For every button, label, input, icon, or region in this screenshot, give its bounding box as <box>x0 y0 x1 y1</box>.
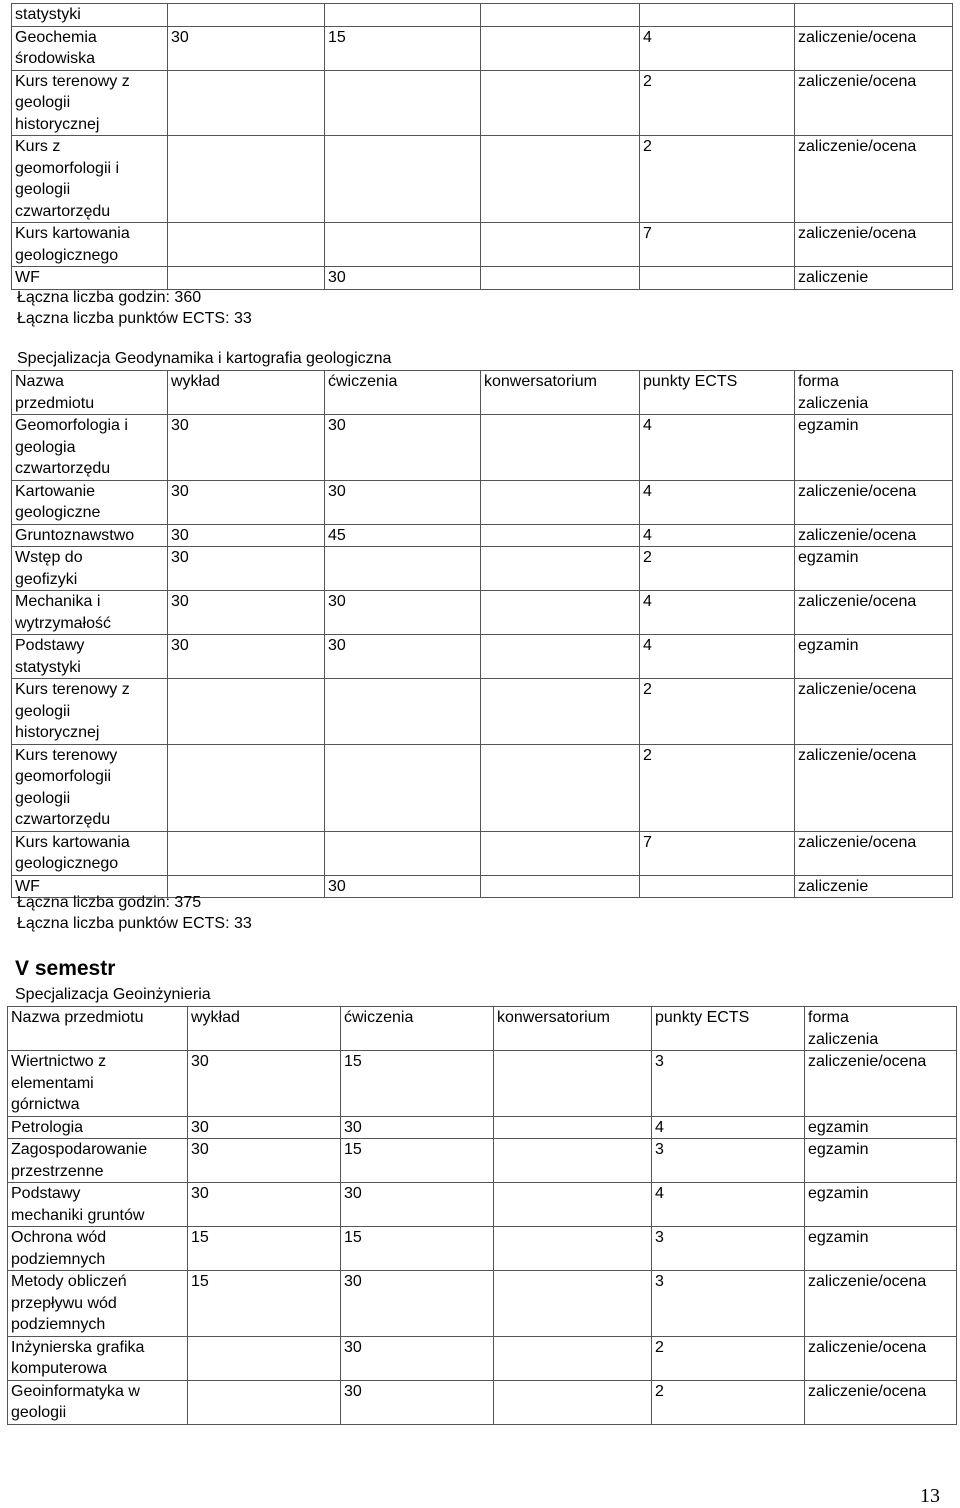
assessment-form-cell: zaliczenie/ocena <box>795 480 953 524</box>
ects-points-cell: 2 <box>640 679 795 745</box>
assessment-form-cell: egzamin <box>795 635 953 679</box>
lecture-hours-cell: 30 <box>188 1183 341 1227</box>
exercises-hours-cell: 30 <box>341 1380 494 1424</box>
course-name-cell: Kurs z geomorfologii i geologii czwartorzędu <box>12 136 168 223</box>
conversatory-hours-cell <box>481 744 640 831</box>
lecture-hours-cell <box>168 267 325 290</box>
conversatory-hours-cell <box>481 875 640 898</box>
column-header: wykład <box>188 1007 341 1051</box>
conversatory-hours-cell <box>481 480 640 524</box>
conversatory-hours-cell <box>494 1336 652 1380</box>
ects-points-cell <box>640 4 795 27</box>
assessment-form-cell: zaliczenie/ocena <box>795 591 953 635</box>
exercises-hours-cell: 30 <box>325 480 481 524</box>
lecture-hours-cell: 30 <box>188 1116 341 1139</box>
conversatory-hours-cell <box>481 547 640 591</box>
table-row <box>12 267 953 290</box>
ects-points-cell <box>640 875 795 898</box>
conversatory-hours-cell <box>481 415 640 481</box>
conversatory-hours-cell <box>494 1116 652 1139</box>
table-row <box>12 547 953 591</box>
exercises-hours-cell <box>325 223 481 267</box>
table-row <box>8 1336 957 1380</box>
lecture-hours-cell <box>168 831 325 875</box>
lecture-hours-cell: 30 <box>168 547 325 591</box>
course-name-cell: Wstęp do geofizyki <box>12 547 168 591</box>
conversatory-hours-cell <box>494 1227 652 1271</box>
assessment-form-cell: zaliczenie/ocena <box>795 524 953 547</box>
ects-points-cell <box>640 267 795 290</box>
page-number: 13 <box>920 1485 940 1507</box>
course-name-cell: Zagospodarowanie przestrzenne <box>8 1139 188 1183</box>
table-row <box>12 679 953 745</box>
lecture-hours-cell <box>168 679 325 745</box>
lecture-hours-cell: 30 <box>168 26 325 70</box>
assessment-form-cell: zaliczenie/ocena <box>795 70 953 136</box>
lecture-hours-cell: 30 <box>168 415 325 481</box>
assessment-form-cell: zaliczenie <box>795 267 953 290</box>
exercises-hours-cell <box>325 136 481 223</box>
table-row <box>12 70 953 136</box>
exercises-hours-cell: 30 <box>325 267 481 290</box>
conversatory-hours-cell <box>481 591 640 635</box>
section-title: Specjalizacja Geodynamika i kartografia geologiczna <box>17 350 392 367</box>
exercises-hours-cell: 30 <box>325 415 481 481</box>
course-name-cell: Kurs kartowania geologicznego <box>12 223 168 267</box>
course-name-cell: Podstawy statystyki <box>12 635 168 679</box>
table-row <box>12 524 953 547</box>
course-name-cell: Kurs terenowy z geologii historycznej <box>12 70 168 136</box>
total-ects: Łączna liczba punktów ECTS: 33 <box>17 915 252 932</box>
column-header: forma zaliczenia <box>795 371 953 415</box>
course-name-cell: WF <box>12 267 168 290</box>
table-geodynamika <box>11 370 953 898</box>
ects-points-cell: 4 <box>640 524 795 547</box>
exercises-hours-cell <box>325 744 481 831</box>
lecture-hours-cell <box>168 4 325 27</box>
assessment-form-cell: egzamin <box>805 1116 957 1139</box>
conversatory-hours-cell <box>494 1183 652 1227</box>
table-row <box>12 4 953 27</box>
column-header: punkty ECTS <box>640 371 795 415</box>
table-row <box>8 1051 957 1117</box>
ects-points-cell: 3 <box>652 1051 805 1117</box>
table-row <box>12 415 953 481</box>
conversatory-hours-cell <box>494 1380 652 1424</box>
column-header: konwersatorium <box>481 371 640 415</box>
table-row <box>8 1183 957 1227</box>
course-name-cell: Podstawy mechaniki gruntów <box>8 1183 188 1227</box>
header-row <box>8 1007 957 1051</box>
lecture-hours-cell: 30 <box>188 1139 341 1183</box>
course-name-cell: Geomorfologia i geologia czwartorzędu <box>12 415 168 481</box>
exercises-hours-cell: 30 <box>341 1271 494 1337</box>
table-geoinzynieria <box>7 1006 957 1425</box>
lecture-hours-cell <box>188 1380 341 1424</box>
assessment-form-cell: zaliczenie/ocena <box>805 1336 957 1380</box>
assessment-form-cell: zaliczenie/ocena <box>795 223 953 267</box>
ects-points-cell: 2 <box>640 70 795 136</box>
assessment-form-cell: zaliczenie/ocena <box>795 26 953 70</box>
ects-points-cell: 3 <box>652 1139 805 1183</box>
table-row <box>12 831 953 875</box>
table-row <box>12 744 953 831</box>
lecture-hours-cell <box>168 136 325 223</box>
exercises-hours-cell: 15 <box>341 1051 494 1117</box>
conversatory-hours-cell <box>481 136 640 223</box>
ects-points-cell: 4 <box>652 1116 805 1139</box>
conversatory-hours-cell <box>481 70 640 136</box>
table-row <box>12 223 953 267</box>
column-header: Nazwa przedmiotu <box>12 371 168 415</box>
lecture-hours-cell <box>168 223 325 267</box>
column-header: punkty ECTS <box>652 1007 805 1051</box>
column-header: ćwiczenia <box>325 371 481 415</box>
ects-points-cell: 2 <box>640 136 795 223</box>
table-row <box>8 1139 957 1183</box>
exercises-hours-cell <box>325 4 481 27</box>
exercises-hours-cell <box>325 547 481 591</box>
ects-points-cell: 7 <box>640 223 795 267</box>
ects-points-cell: 4 <box>640 591 795 635</box>
course-name-cell: Kartowanie geologiczne <box>12 480 168 524</box>
column-header: Nazwa przedmiotu <box>8 1007 188 1051</box>
course-name-cell: Inżynierska grafika komputerowa <box>8 1336 188 1380</box>
conversatory-hours-cell <box>481 831 640 875</box>
course-name-cell: statystyki <box>12 4 168 27</box>
exercises-hours-cell <box>325 679 481 745</box>
ects-points-cell: 2 <box>640 547 795 591</box>
assessment-form-cell: egzamin <box>805 1227 957 1271</box>
table-row <box>8 1227 957 1271</box>
ects-points-cell: 4 <box>640 415 795 481</box>
ects-points-cell: 7 <box>640 831 795 875</box>
course-name-cell: Mechanika i wytrzymałość <box>12 591 168 635</box>
conversatory-hours-cell <box>494 1139 652 1183</box>
ects-points-cell: 4 <box>652 1183 805 1227</box>
course-name-cell: WF <box>12 875 168 898</box>
column-header: wykład <box>168 371 325 415</box>
column-header: konwersatorium <box>494 1007 652 1051</box>
ects-points-cell: 4 <box>640 26 795 70</box>
header-row <box>12 371 953 415</box>
exercises-hours-cell: 30 <box>325 635 481 679</box>
exercises-hours-cell: 30 <box>341 1116 494 1139</box>
lecture-hours-cell: 30 <box>168 635 325 679</box>
assessment-form-cell: egzamin <box>795 547 953 591</box>
semester-title: V semestr <box>15 957 116 980</box>
assessment-form-cell: egzamin <box>795 415 953 481</box>
lecture-hours-cell: 30 <box>168 480 325 524</box>
lecture-hours-cell <box>168 744 325 831</box>
exercises-hours-cell <box>325 70 481 136</box>
assessment-form-cell <box>795 4 953 27</box>
course-name-cell: Gruntoznawstwo <box>12 524 168 547</box>
total-hours: Łączna liczba godzin: 375 <box>17 894 202 911</box>
assessment-form-cell: egzamin <box>805 1183 957 1227</box>
table-row <box>12 136 953 223</box>
lecture-hours-cell <box>188 1336 341 1380</box>
course-name-cell: Geochemia środowiska <box>12 26 168 70</box>
course-name-cell: Wiertnictwo z elementami górnictwa <box>8 1051 188 1117</box>
conversatory-hours-cell <box>481 524 640 547</box>
table-row <box>8 1271 957 1337</box>
assessment-form-cell: zaliczenie <box>795 875 953 898</box>
course-name-cell: Ochrona wód podziemnych <box>8 1227 188 1271</box>
total-ects: Łączna liczba punktów ECTS: 33 <box>17 310 252 327</box>
section-title: Specjalizacja Geoinżynieria <box>15 986 211 1003</box>
total-hours: Łączna liczba godzin: 360 <box>17 289 202 306</box>
assessment-form-cell: zaliczenie/ocena <box>805 1051 957 1117</box>
assessment-form-cell: zaliczenie/ocena <box>805 1380 957 1424</box>
course-name-cell: Petrologia <box>8 1116 188 1139</box>
conversatory-hours-cell <box>494 1271 652 1337</box>
lecture-hours-cell: 30 <box>168 591 325 635</box>
course-name-cell: Kurs terenowy z geologii historycznej <box>12 679 168 745</box>
lecture-hours-cell: 15 <box>188 1271 341 1337</box>
course-name-cell: Metody obliczeń przepływu wód podziemnych <box>8 1271 188 1337</box>
lecture-hours-cell: 30 <box>168 524 325 547</box>
course-name-cell: Kurs kartowania geologicznego <box>12 831 168 875</box>
ects-points-cell: 3 <box>652 1271 805 1337</box>
lecture-hours-cell <box>168 70 325 136</box>
lecture-hours-cell: 15 <box>188 1227 341 1271</box>
conversatory-hours-cell <box>494 1051 652 1117</box>
conversatory-hours-cell <box>481 679 640 745</box>
assessment-form-cell: zaliczenie/ocena <box>795 136 953 223</box>
table-row <box>12 26 953 70</box>
conversatory-hours-cell <box>481 26 640 70</box>
ects-points-cell: 4 <box>640 480 795 524</box>
assessment-form-cell: zaliczenie/ocena <box>795 679 953 745</box>
assessment-form-cell: zaliczenie/ocena <box>795 831 953 875</box>
column-header: ćwiczenia <box>341 1007 494 1051</box>
exercises-hours-cell: 30 <box>325 591 481 635</box>
exercises-hours-cell: 30 <box>341 1183 494 1227</box>
course-name-cell: Geoinformatyka w geologii <box>8 1380 188 1424</box>
table-curriculum-continued <box>11 3 953 290</box>
table-row <box>8 1116 957 1139</box>
ects-points-cell: 3 <box>652 1227 805 1271</box>
table-row <box>12 591 953 635</box>
exercises-hours-cell: 30 <box>325 875 481 898</box>
exercises-hours-cell: 45 <box>325 524 481 547</box>
ects-points-cell: 2 <box>652 1380 805 1424</box>
table-row <box>12 635 953 679</box>
conversatory-hours-cell <box>481 267 640 290</box>
column-header: forma zaliczenia <box>805 1007 957 1051</box>
ects-points-cell: 4 <box>640 635 795 679</box>
exercises-hours-cell: 30 <box>341 1336 494 1380</box>
conversatory-hours-cell <box>481 4 640 27</box>
lecture-hours-cell: 30 <box>188 1051 341 1117</box>
ects-points-cell: 2 <box>640 744 795 831</box>
ects-points-cell: 2 <box>652 1336 805 1380</box>
assessment-form-cell: zaliczenie/ocena <box>805 1271 957 1337</box>
table-row <box>12 480 953 524</box>
exercises-hours-cell: 15 <box>341 1227 494 1271</box>
exercises-hours-cell <box>325 831 481 875</box>
assessment-form-cell: egzamin <box>805 1139 957 1183</box>
course-name-cell: Kurs terenowy geomorfologii geologii czwartorzędu <box>12 744 168 831</box>
exercises-hours-cell: 15 <box>341 1139 494 1183</box>
exercises-hours-cell: 15 <box>325 26 481 70</box>
conversatory-hours-cell <box>481 635 640 679</box>
conversatory-hours-cell <box>481 223 640 267</box>
table-row <box>8 1380 957 1424</box>
assessment-form-cell: zaliczenie/ocena <box>795 744 953 831</box>
